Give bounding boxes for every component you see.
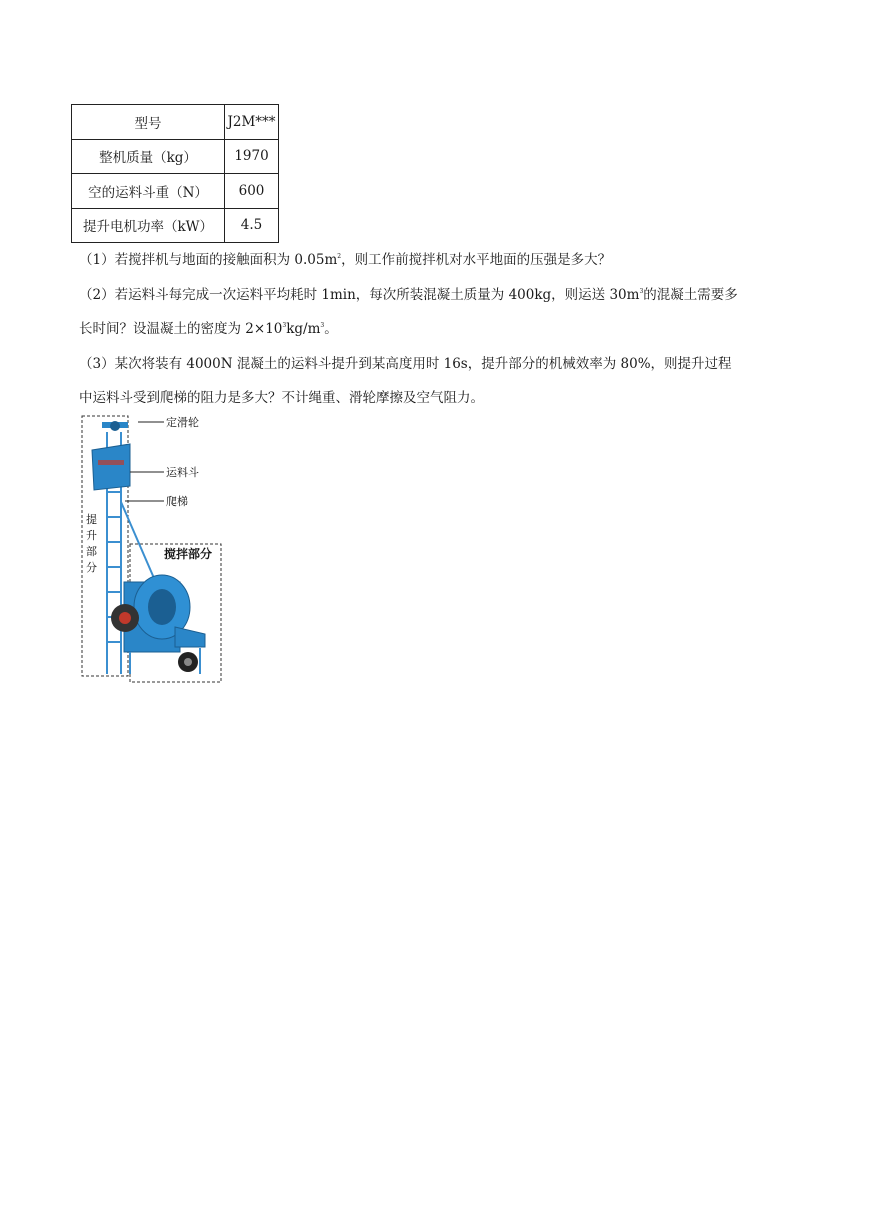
ladder-label: 爬梯 [166,495,188,508]
question-3-continued: 中运料斗受到爬梯的阻力是多大？不计绳重、滑轮摩擦及空气阻力。 [79,390,484,406]
table-cell-value: 1970 [225,139,279,174]
lift-label-char: 提 [86,513,97,526]
hopper-shape [92,444,130,490]
table-cell-value: 600 [225,174,279,209]
mixer-body [111,575,205,674]
mixer-figure [80,412,225,684]
lift-label-char: 分 [86,561,97,574]
pulley-shape [102,421,128,431]
table-row [72,139,279,174]
lift-label-char: 部 [86,545,97,558]
table-cell-value: 4.5 [225,208,279,243]
table-cell-value: J2M*** [225,105,279,140]
table-cell-key: 空的运料斗重（N） [72,174,225,209]
table-cell-key: 型号 [72,105,225,140]
question-2: （2）若运料斗每完成一次运料平均耗时 1min，每次所装混凝土质量为 400kg，则运送 $30m^3$的混凝土需要多 [79,287,738,303]
question-3: （3）某次将装有 4000N 混凝土的运料斗提升到某高度用时 16s，提升部分的机械效率为 80%，则提升过程 [79,356,732,372]
lift-label-char: 升 [86,529,97,542]
table-row [72,105,279,140]
table-row [72,208,279,243]
table-row [72,174,279,209]
question-2-continued: 长时间？设温凝土的密度为 $2\times 10^3kg/m^3$。 [79,321,338,337]
table-cell-key: 整机质量（kg） [72,139,225,174]
pulley-label: 定滑轮 [166,416,199,429]
question-1: （1）若搅拌机与地面的接触面积为 $0.05m^2$，则工作前搅拌机对水平地面的压强是多大？ [79,252,612,268]
table-cell-key: 提升电机功率（kW） [72,208,225,243]
spec-table [71,104,279,243]
mixer-label: 搅拌部分 [164,547,213,561]
hopper-label: 运料斗 [166,466,199,479]
